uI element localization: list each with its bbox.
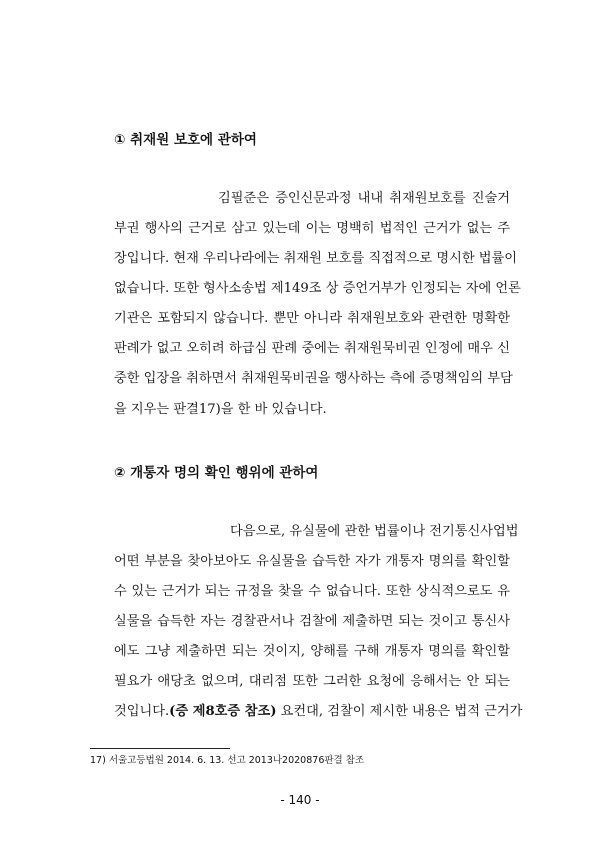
body-line: 없습니다. 또한 형사소송법 제149조 상 증언거부가 인정되는 자에 언론 xyxy=(114,281,521,296)
page-number: - 140 - xyxy=(280,793,320,807)
section2-heading: ② 개통자 명의 확인 행위에 관하여 xyxy=(114,465,319,481)
body-line: 판례가 없고 오히려 하급심 판례 중에는 취재원묵비권 인정에 매우 신 xyxy=(114,341,510,356)
footnote: 17) 서울고등법원 2014. 6. 13. 선고 2013나2020876판결 참조 xyxy=(90,755,365,766)
body-line: 기관은 포함되지 않습니다. 뿐만 아니라 취재원보호와 관련한 명확한 xyxy=(114,311,510,326)
body-line: 중한 입장을 취하면서 취재원묵비권을 행사하는 측에 증명책임의 부담 xyxy=(114,371,513,386)
body-line: 부권 행사의 근거로 삼고 있는데 이는 명백히 법적인 근거가 없는 주 xyxy=(114,221,510,236)
body-line: 어떤 부분을 찾아보아도 유실물을 습득한 자가 개통자 명의를 확인할 xyxy=(114,554,510,569)
body-line: 을 지우는 판결17)을 한 바 있습니다. xyxy=(114,402,327,417)
body-line: 실물을 습득한 자는 경찰관서나 검찰에 제출하면 되는 것이고 통신사 xyxy=(114,614,510,629)
body-line: 에도 그냥 제출하면 되는 것이지, 양해를 구해 개통자 명의를 확인할 xyxy=(114,644,510,659)
body-text: 요컨대, 검찰이 제시한 내용은 법적 근거가 xyxy=(276,704,523,719)
body-line: 김필준은 증인신문과정 내내 취재원보호를 진술거 xyxy=(218,191,510,206)
evidence-reference: (증 제8호증 참조) xyxy=(169,704,277,719)
body-line: 다음으로, 유실물에 관한 법률이나 전기통신사업법 xyxy=(230,524,519,539)
section1-heading: ① 취재원 보호에 관하여 xyxy=(114,132,257,148)
body-line: 장입니다. 현재 우리나라에는 취재원 보호를 직접적으로 명시한 법률이 xyxy=(114,251,517,266)
footnote-divider xyxy=(90,748,230,749)
body-line-last xyxy=(114,700,523,719)
body-line: 수 있는 근거가 되는 규정을 찾을 수 없습니다. 또한 상식적으로도 유 xyxy=(114,584,510,599)
body-text: 것입니다. xyxy=(114,704,170,719)
body-line: 필요가 애당초 없으며, 대리점 또한 그러한 요청에 응해서는 안 되는 xyxy=(114,674,510,689)
